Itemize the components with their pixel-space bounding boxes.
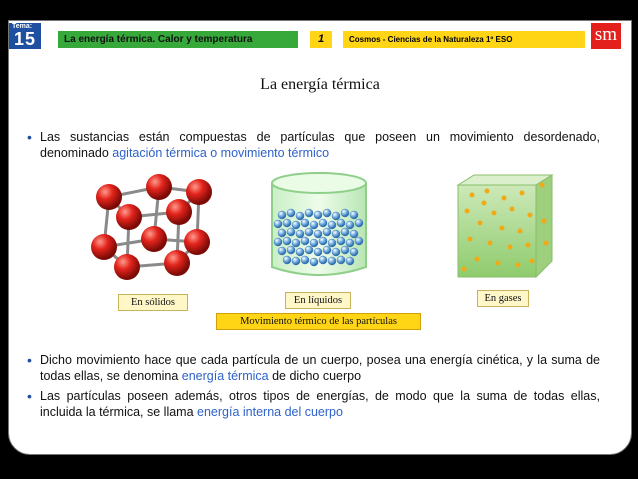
publisher-logo: sm: [591, 23, 621, 49]
gas-container-illustration: [452, 173, 557, 281]
header-bar: [9, 21, 631, 51]
bullet-icon: •: [27, 388, 32, 404]
caption-liquids: En líquidos: [285, 292, 351, 309]
bullet-icon: •: [27, 129, 32, 145]
paragraph-thermal-energy: [27, 352, 600, 384]
slide: [8, 20, 632, 455]
caption-thermal-motion: Movimiento térmico de las partículas: [216, 313, 421, 330]
page-number: 1: [310, 31, 332, 48]
tema-label: Tema:: [12, 23, 33, 30]
tema-badge: [9, 23, 41, 49]
paragraph-particles: [27, 129, 600, 161]
caption-gases: En gases: [477, 290, 529, 307]
page-title: La energía térmica: [260, 76, 380, 93]
highlight-term: energía térmica: [181, 369, 269, 383]
paragraph-text: Dicho movimiento hace que cada partícula de un cuerpo, posea una energía cinética, y la suma de todas ellas, se denomina: [40, 353, 600, 383]
tema-number: 15: [14, 29, 37, 49]
book-title: Cosmos - Ciencias de la Naturaleza 1º ESO: [343, 31, 585, 48]
bullet-icon: •: [27, 352, 32, 368]
caption-solids: En sólidos: [118, 294, 188, 311]
unit-title: La energía térmica. Calor y temperatura: [58, 31, 298, 48]
paragraph-text: Las partículas poseen además, otros tipos de energías, de modo que la suma de todas ellas, incluida la térmica, se llama: [40, 389, 600, 419]
paragraph-text: Las sustancias están compuestas de partículas que poseen un movimiento desordenado, denominado: [40, 130, 600, 160]
highlight-term: energía interna del cuerpo: [197, 405, 343, 419]
liquid-beaker-illustration: [264, 169, 374, 284]
paragraph-internal-energy: [27, 388, 600, 420]
highlight-term: agitación térmica o movimiento térmico: [112, 146, 330, 160]
solid-lattice-illustration: [89, 167, 219, 285]
paragraph-text-end: de dicho cuerpo: [268, 369, 362, 383]
